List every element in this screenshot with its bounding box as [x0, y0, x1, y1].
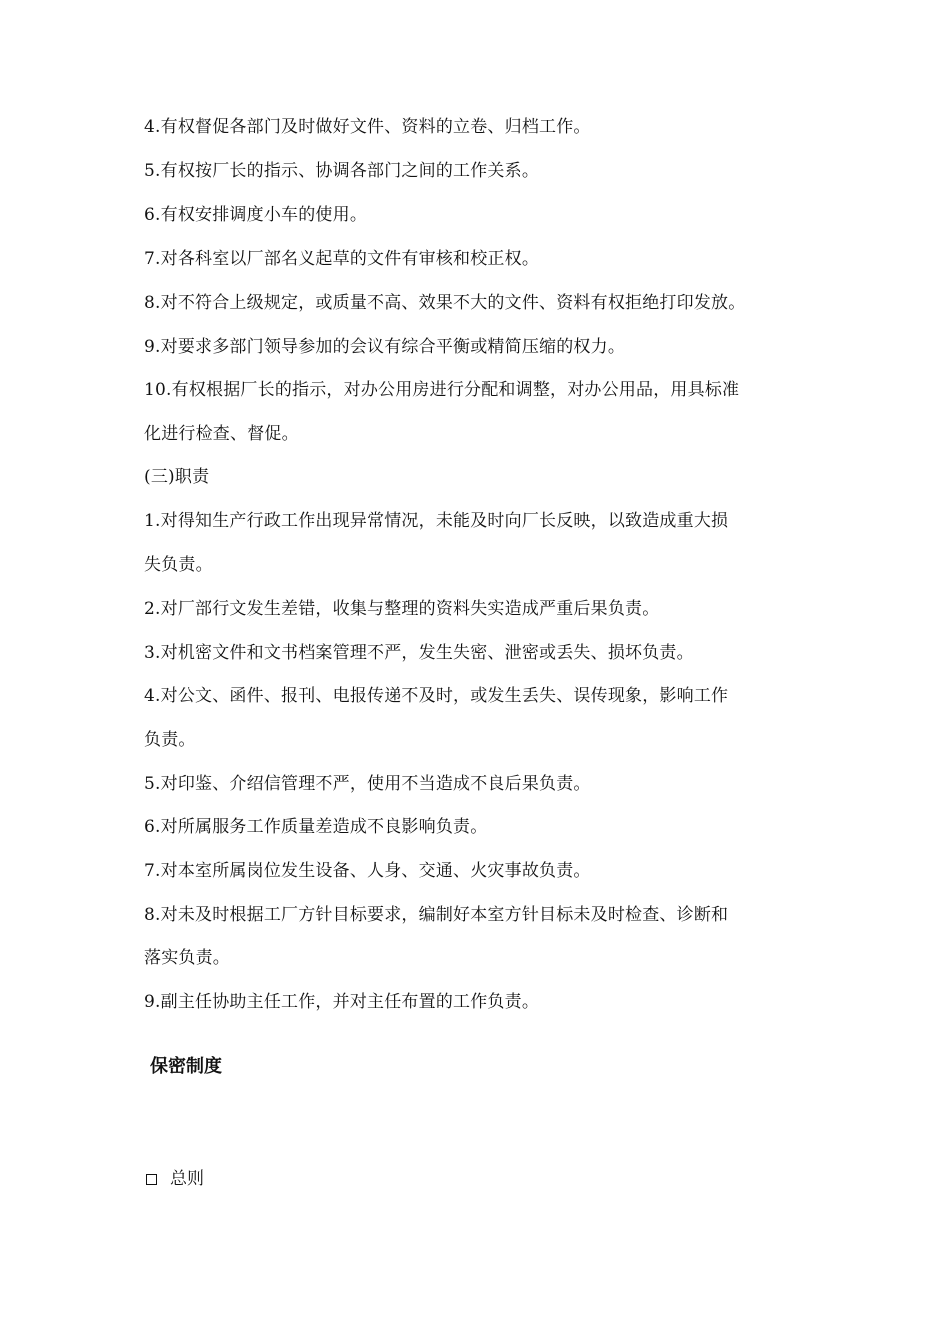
section-label: 总则 — [170, 1169, 204, 1189]
text-line: 2.对厂部行文发生差错，收集与整理的资料失实造成严重后果负责。 — [144, 599, 660, 619]
text-line: 9.对要求多部门领导参加的会议有综合平衡或精简压缩的权力。 — [144, 337, 626, 357]
text-line: 7.对各科室以厂部名义起草的文件有审核和校正权。 — [144, 249, 540, 269]
checkbox-icon — [146, 1174, 157, 1185]
text-line: 1.对得知生产行政工作出现异常情况，未能及时向厂长反映，以致造成重大损 — [144, 511, 729, 531]
text-line: 6.有权安排调度小车的使用。 — [144, 205, 368, 225]
page-title: 保密制度 — [150, 1056, 222, 1077]
text-line: 6.对所属服务工作质量差造成不良影响负责。 — [144, 817, 488, 837]
text-line: 7.对本室所属岗位发生设备、人身、交通、火灾事故负责。 — [144, 861, 591, 881]
section-header — [146, 1168, 204, 1190]
text-line: 落实负责。 — [144, 948, 230, 968]
text-line: 8.对不符合上级规定，或质量不高、效果不大的文件、资料有权拒绝打印发放。 — [144, 293, 746, 313]
text-line: 9.副主任协助主任工作，并对主任布置的工作负责。 — [144, 992, 540, 1012]
text-line: 4.对公文、函件、报刊、电报传递不及时，或发生丢失、误传现象，影响工作 — [144, 686, 729, 706]
text-line: 4.有权督促各部门及时做好文件、资料的立卷、归档工作。 — [144, 117, 591, 137]
text-line: 8.对未及时根据工厂方针目标要求，编制好本室方针目标未及时检查、诊断和 — [144, 905, 729, 925]
text-line: 负责。 — [144, 730, 196, 750]
text-line: 10.有权根据厂长的指示，对办公用房进行分配和调整，对办公用品，用具标准 — [144, 380, 740, 400]
text-line: 3.对机密文件和文书档案管理不严，发生失密、泄密或丢失、损坏负责。 — [144, 643, 694, 663]
text-line: 失负责。 — [144, 555, 213, 575]
text-line: 化进行检查、督促。 — [144, 424, 299, 444]
text-line: 5.对印鉴、介绍信管理不严，使用不当造成不良后果负责。 — [144, 774, 591, 794]
text-line: 5.有权按厂长的指示、协调各部门之间的工作关系。 — [144, 161, 540, 181]
section-subtitle: (三)职责 — [144, 467, 210, 487]
